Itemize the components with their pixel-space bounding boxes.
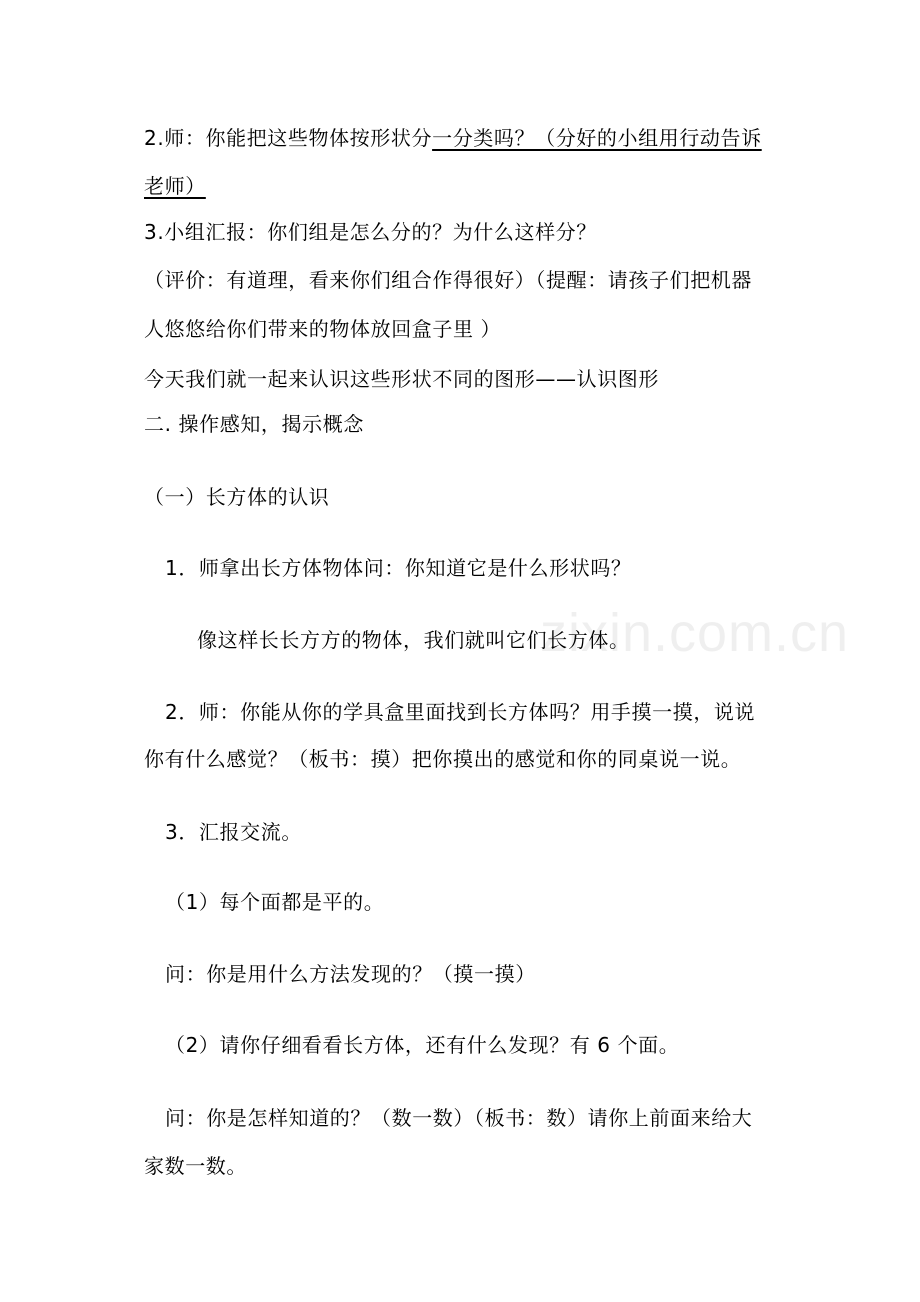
paragraph-line: 问：你是怎样知道的？（数一数）（板书：数）请你上前面来给大 [165,1106,753,1130]
section-heading: 二. 操作感知，揭示概念 [144,412,364,436]
paragraph-line: 问：你是用什么方法发现的？（摸一摸） [165,962,536,986]
paragraph-line: 3.小组汇报：你们组是怎么分的？为什么这样分？ [144,220,597,244]
paragraph-line: 2．师：你能从你的学具盒里面找到长方体吗？用手摸一摸，说说 [165,700,756,724]
paragraph-line: 家数一数。 [144,1154,247,1178]
paragraph-line [144,124,762,152]
paragraph-line: 老师） [144,174,206,198]
paragraph-line: 你有什么感觉？（板书：摸）把你摸出的感觉和你的同桌说一说。 [144,747,742,771]
paragraph-line: 人悠悠给你们带来的物体放回盒子里 ） [144,317,502,341]
paragraph-line: 1．师拿出长方体物体问：你知道它是什么形状吗？ [165,556,632,580]
underlined-text: 一分类吗？（分好的小组用行动告诉 [432,126,762,150]
paragraph-line: 像这样长长方方的物体，我们就叫它们长方体。 [197,628,630,652]
paragraph-line: （评价：有道理，看来你们组合作得很好）（提醒：请孩子们把机器 [144,268,752,292]
paragraph-line: （1）每个面都是平的。 [165,890,385,914]
subsection-heading: （一）长方体的认识 [144,485,330,509]
watermark: zixin.com.cn [540,603,850,663]
paragraph-line: 3．汇报交流。 [165,820,302,844]
text-span: 2.师：你能把这些物体按形状分 [144,126,433,150]
paragraph-line: （2）请你仔细看看长方体，还有什么发现？有 6 个面。 [165,1033,680,1057]
paragraph-line: 今天我们就一起来认识这些形状不同的图形——认识图形 [144,367,659,391]
